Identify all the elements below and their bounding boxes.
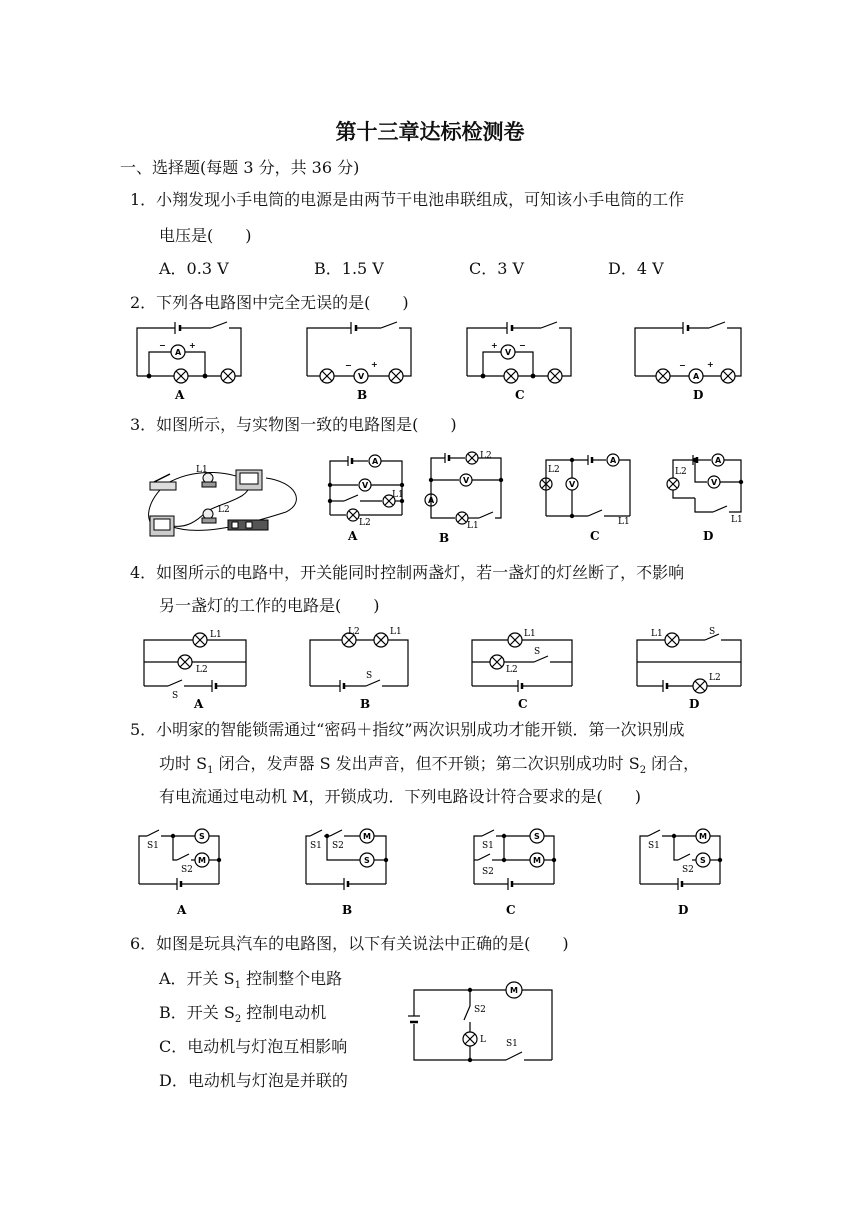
q2-caption-b: B [357, 388, 368, 402]
ammeter-symbol: A [175, 348, 182, 357]
q5-circuit-b [304, 826, 394, 918]
svg-text:L1: L1 [524, 629, 536, 639]
voltmeter-symbol: V [358, 372, 365, 381]
q1-option-b: B．1.5 V [314, 259, 384, 278]
svg-text:+: + [707, 360, 714, 369]
svg-text:M: M [699, 832, 707, 841]
q3-circuit-d [665, 454, 755, 544]
q5-circuit-c [472, 826, 562, 918]
q2-caption-d: D [693, 388, 704, 402]
svg-text:A: A [428, 496, 435, 505]
svg-text:S2: S2 [474, 1005, 486, 1015]
q6-option-c: C．电动机与灯泡互相影响 [159, 1037, 348, 1056]
q5-caption-d: D [678, 903, 689, 917]
q3-physical-circuit-picture [136, 462, 311, 544]
svg-text:A: A [372, 457, 379, 466]
svg-text:A: A [693, 372, 700, 381]
svg-text:L2: L2 [709, 673, 721, 683]
svg-text:S: S [364, 856, 370, 865]
q4-circuit-c [468, 628, 578, 710]
q4-circuit-d [633, 628, 745, 710]
q4-caption-c: C [518, 697, 528, 711]
svg-text:S: S [172, 691, 179, 701]
svg-text:S2: S2 [682, 865, 694, 875]
svg-text:V: V [362, 481, 369, 490]
svg-text:S: S [534, 832, 540, 841]
page-title: 第十三章达标检测卷 [335, 120, 525, 144]
svg-text:A: A [715, 456, 722, 465]
sounder-symbol: S [199, 832, 205, 841]
q3-circuit-a [326, 455, 406, 545]
q1-option-a: A．0.3 V [159, 259, 229, 278]
q5-circuit-a [137, 826, 227, 918]
svg-text:L1: L1 [618, 517, 630, 527]
svg-text:S1: S1 [482, 841, 494, 851]
q5-caption-a: A [177, 903, 187, 917]
q3-circuit-b [425, 452, 505, 544]
q4-caption-b: B [360, 697, 371, 711]
svg-text:L1: L1 [196, 465, 208, 475]
q5-circuit-d [638, 826, 728, 918]
q6-circuit [406, 976, 556, 1066]
svg-text:L1: L1 [467, 521, 479, 531]
q5-caption-c: C [506, 903, 516, 917]
svg-text:L2: L2 [348, 627, 360, 637]
q1-option-c: C．3 V [469, 259, 525, 278]
svg-text:S2: S2 [332, 841, 344, 851]
svg-text:S1: S1 [648, 841, 660, 851]
q2-circuit-a [137, 320, 247, 402]
svg-text:L1: L1 [390, 627, 402, 637]
svg-text:L2: L2 [675, 467, 687, 477]
q2-stem: 2．下列各电路图中完全无误的是( ) [130, 293, 409, 312]
q1-stem-line1: 1．小翔发现小手电筒的电源是由两节干电池串联组成，可知该小手电筒的工作 [130, 190, 685, 209]
svg-text:S1: S1 [506, 1039, 518, 1049]
svg-text:M: M [533, 856, 541, 865]
q5-stem-line1: 5．小明家的智能锁需通过“密码＋指纹”两次识别成功才能开锁．第一次识别成 [130, 720, 685, 739]
q4-caption-a: A [194, 697, 204, 711]
svg-text:+: + [491, 341, 498, 350]
svg-text:L: L [480, 1035, 486, 1045]
q6-stem: 6．如图是玩具汽车的电路图，以下有关说法中正确的是( ) [130, 934, 569, 953]
svg-text:V: V [463, 476, 470, 485]
q5-caption-b: B [342, 903, 353, 917]
svg-text:L2: L2 [480, 451, 492, 461]
svg-text:−: − [159, 341, 166, 350]
section-heading: 一、选择题(每题 3 分，共 36 分) [120, 158, 360, 177]
q1-option-d: D．4 V [608, 259, 664, 278]
q3-circuit-c [538, 454, 638, 544]
svg-text:L1: L1 [651, 629, 663, 639]
svg-text:M: M [510, 986, 518, 995]
svg-text:A: A [610, 456, 617, 465]
svg-text:L1: L1 [392, 490, 404, 500]
q4-circuit-a [140, 628, 252, 710]
motor-symbol: M [198, 856, 206, 865]
q4-circuit-b [304, 628, 414, 710]
q2-circuit-b [307, 320, 417, 402]
svg-text:L2: L2 [359, 518, 371, 528]
svg-text:S1: S1 [147, 841, 159, 851]
svg-text:L2: L2 [548, 465, 560, 475]
q4-stem-line2: 另一盏灯的工作的电路是( ) [159, 596, 380, 615]
svg-text:L1: L1 [731, 515, 743, 525]
q2-caption-a: A [175, 388, 185, 402]
svg-text:S1: S1 [310, 841, 322, 851]
svg-text:L2: L2 [196, 665, 208, 675]
q6-option-b: B．开关 $S_2$ 控制电动机 [159, 1003, 327, 1026]
q3-caption-c: C [590, 529, 600, 543]
svg-text:S: S [700, 856, 706, 865]
q3-stem: 3．如图所示，与实物图一致的电路图是( ) [130, 415, 457, 434]
svg-text:S: S [366, 671, 373, 681]
q2-circuit-c [467, 320, 577, 402]
svg-text:V: V [505, 348, 512, 357]
svg-text:V: V [711, 478, 718, 487]
q4-stem-line1: 4．如图所示的电路中，开关能同时控制两盏灯，若一盏灯的灯丝断了，不影响 [130, 563, 685, 582]
q1-stem-line2: 电压是( ) [159, 226, 252, 245]
svg-text:M: M [363, 832, 371, 841]
q3-caption-a: A [348, 529, 358, 543]
q3-caption-d: D [703, 529, 714, 543]
q5-stem-line2: 功时 $S_1$ 闭合，发声器 S 发出声音，但不开锁；第二次识别成功时 $S_2$ 闭合， [159, 754, 700, 777]
q2-caption-c: C [515, 388, 525, 402]
svg-text:+: + [371, 360, 378, 369]
svg-text:S: S [534, 647, 541, 657]
q6-option-a: A．开关 $S_1$ 控制整个电路 [159, 969, 343, 992]
svg-text:L2: L2 [506, 665, 518, 675]
svg-text:L1: L1 [210, 630, 222, 640]
svg-text:S2: S2 [181, 865, 193, 875]
svg-text:V: V [569, 480, 576, 489]
svg-text:L2: L2 [218, 505, 230, 515]
q3-caption-b: B [439, 531, 450, 545]
q2-circuit-d [635, 320, 745, 402]
svg-text:−: − [345, 361, 352, 370]
q6-option-d: D．电动机与灯泡是并联的 [159, 1071, 348, 1090]
svg-text:−: − [679, 361, 686, 370]
svg-text:−: − [519, 341, 526, 350]
q4-caption-d: D [689, 697, 700, 711]
q5-stem-line3: 有电流通过电动机 M，开锁成功．下列电路设计符合要求的是( ) [159, 787, 641, 806]
svg-text:S2: S2 [482, 867, 494, 877]
svg-text:S: S [709, 627, 716, 637]
svg-text:+: + [189, 341, 196, 350]
